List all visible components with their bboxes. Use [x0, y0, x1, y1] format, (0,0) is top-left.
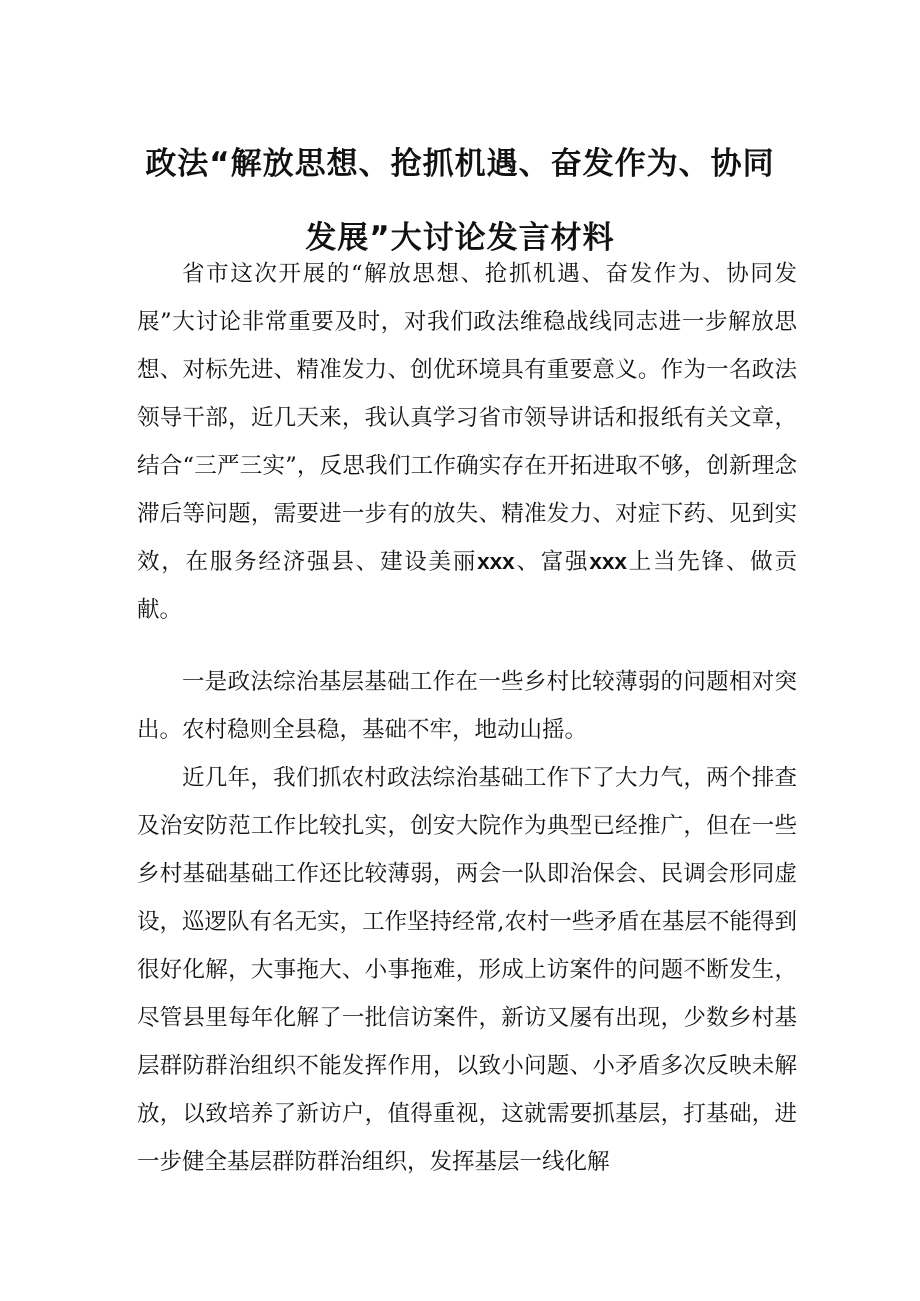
paragraph-1-block: [137, 250, 797, 634]
paragraph-3: 近几年，我们抓农村政法综治基础工作下了大力气，两个排查及治安防范工作比较扎实，创安大院作为典型已经推广，但在一些乡村基础基础工作还比较薄弱，两会一队即治保会、民调会形同虚设，巡逻队有名无实，工作坚持经常,农村一些矛盾在基层不能得到很好化解，大事拖大、小事拖难，形成上访案件的问题不断发生，尽管县里每年化解了一批信访案件，新访又屡有出现，少数乡村基层群防群治组织不能发挥作用，以致小问题、小矛盾多次反映未解放，以致培养了新访户，值得重视，这就需要抓基层，打基础，进一步健全基层群防群治组织，发挥基层一线化解: [137, 765, 797, 1175]
document-title-line-1: 政法“解放思想、抢抓机遇、奋发作为、协同: [145, 146, 775, 182]
paragraph-1: 省市这次开展的“解放思想、抢抓机遇、奋发作为、协同发展”大讨论非常重要及时，对我们政法维稳战线同志进一步解放思想、对标先进、精准发力、创优环境具有重要意义。作为一名政法领导干部，近几天来，我认真学习省市领导讲话和报纸有关文章，结合“三严三实”，反思我们工作确实存在开拓进取不够，创新理念滞后等问题，需要进一步有的放失、精准发力、对症下药、见到实效，在服务经济强县、建设美丽xxx、富强xxx上当先锋、做贡献。: [137, 261, 797, 623]
paragraph-2: 一是政法综治基层基础工作在一些乡村比较薄弱的问题相对突出。农村稳则全县稳，基础不牢，地动山摇。: [137, 669, 797, 743]
paragraph-3-block: [137, 754, 797, 1186]
document-title-line-2: 发展”大讨论发言材料: [305, 220, 615, 256]
paragraph-2-block: [137, 658, 797, 754]
